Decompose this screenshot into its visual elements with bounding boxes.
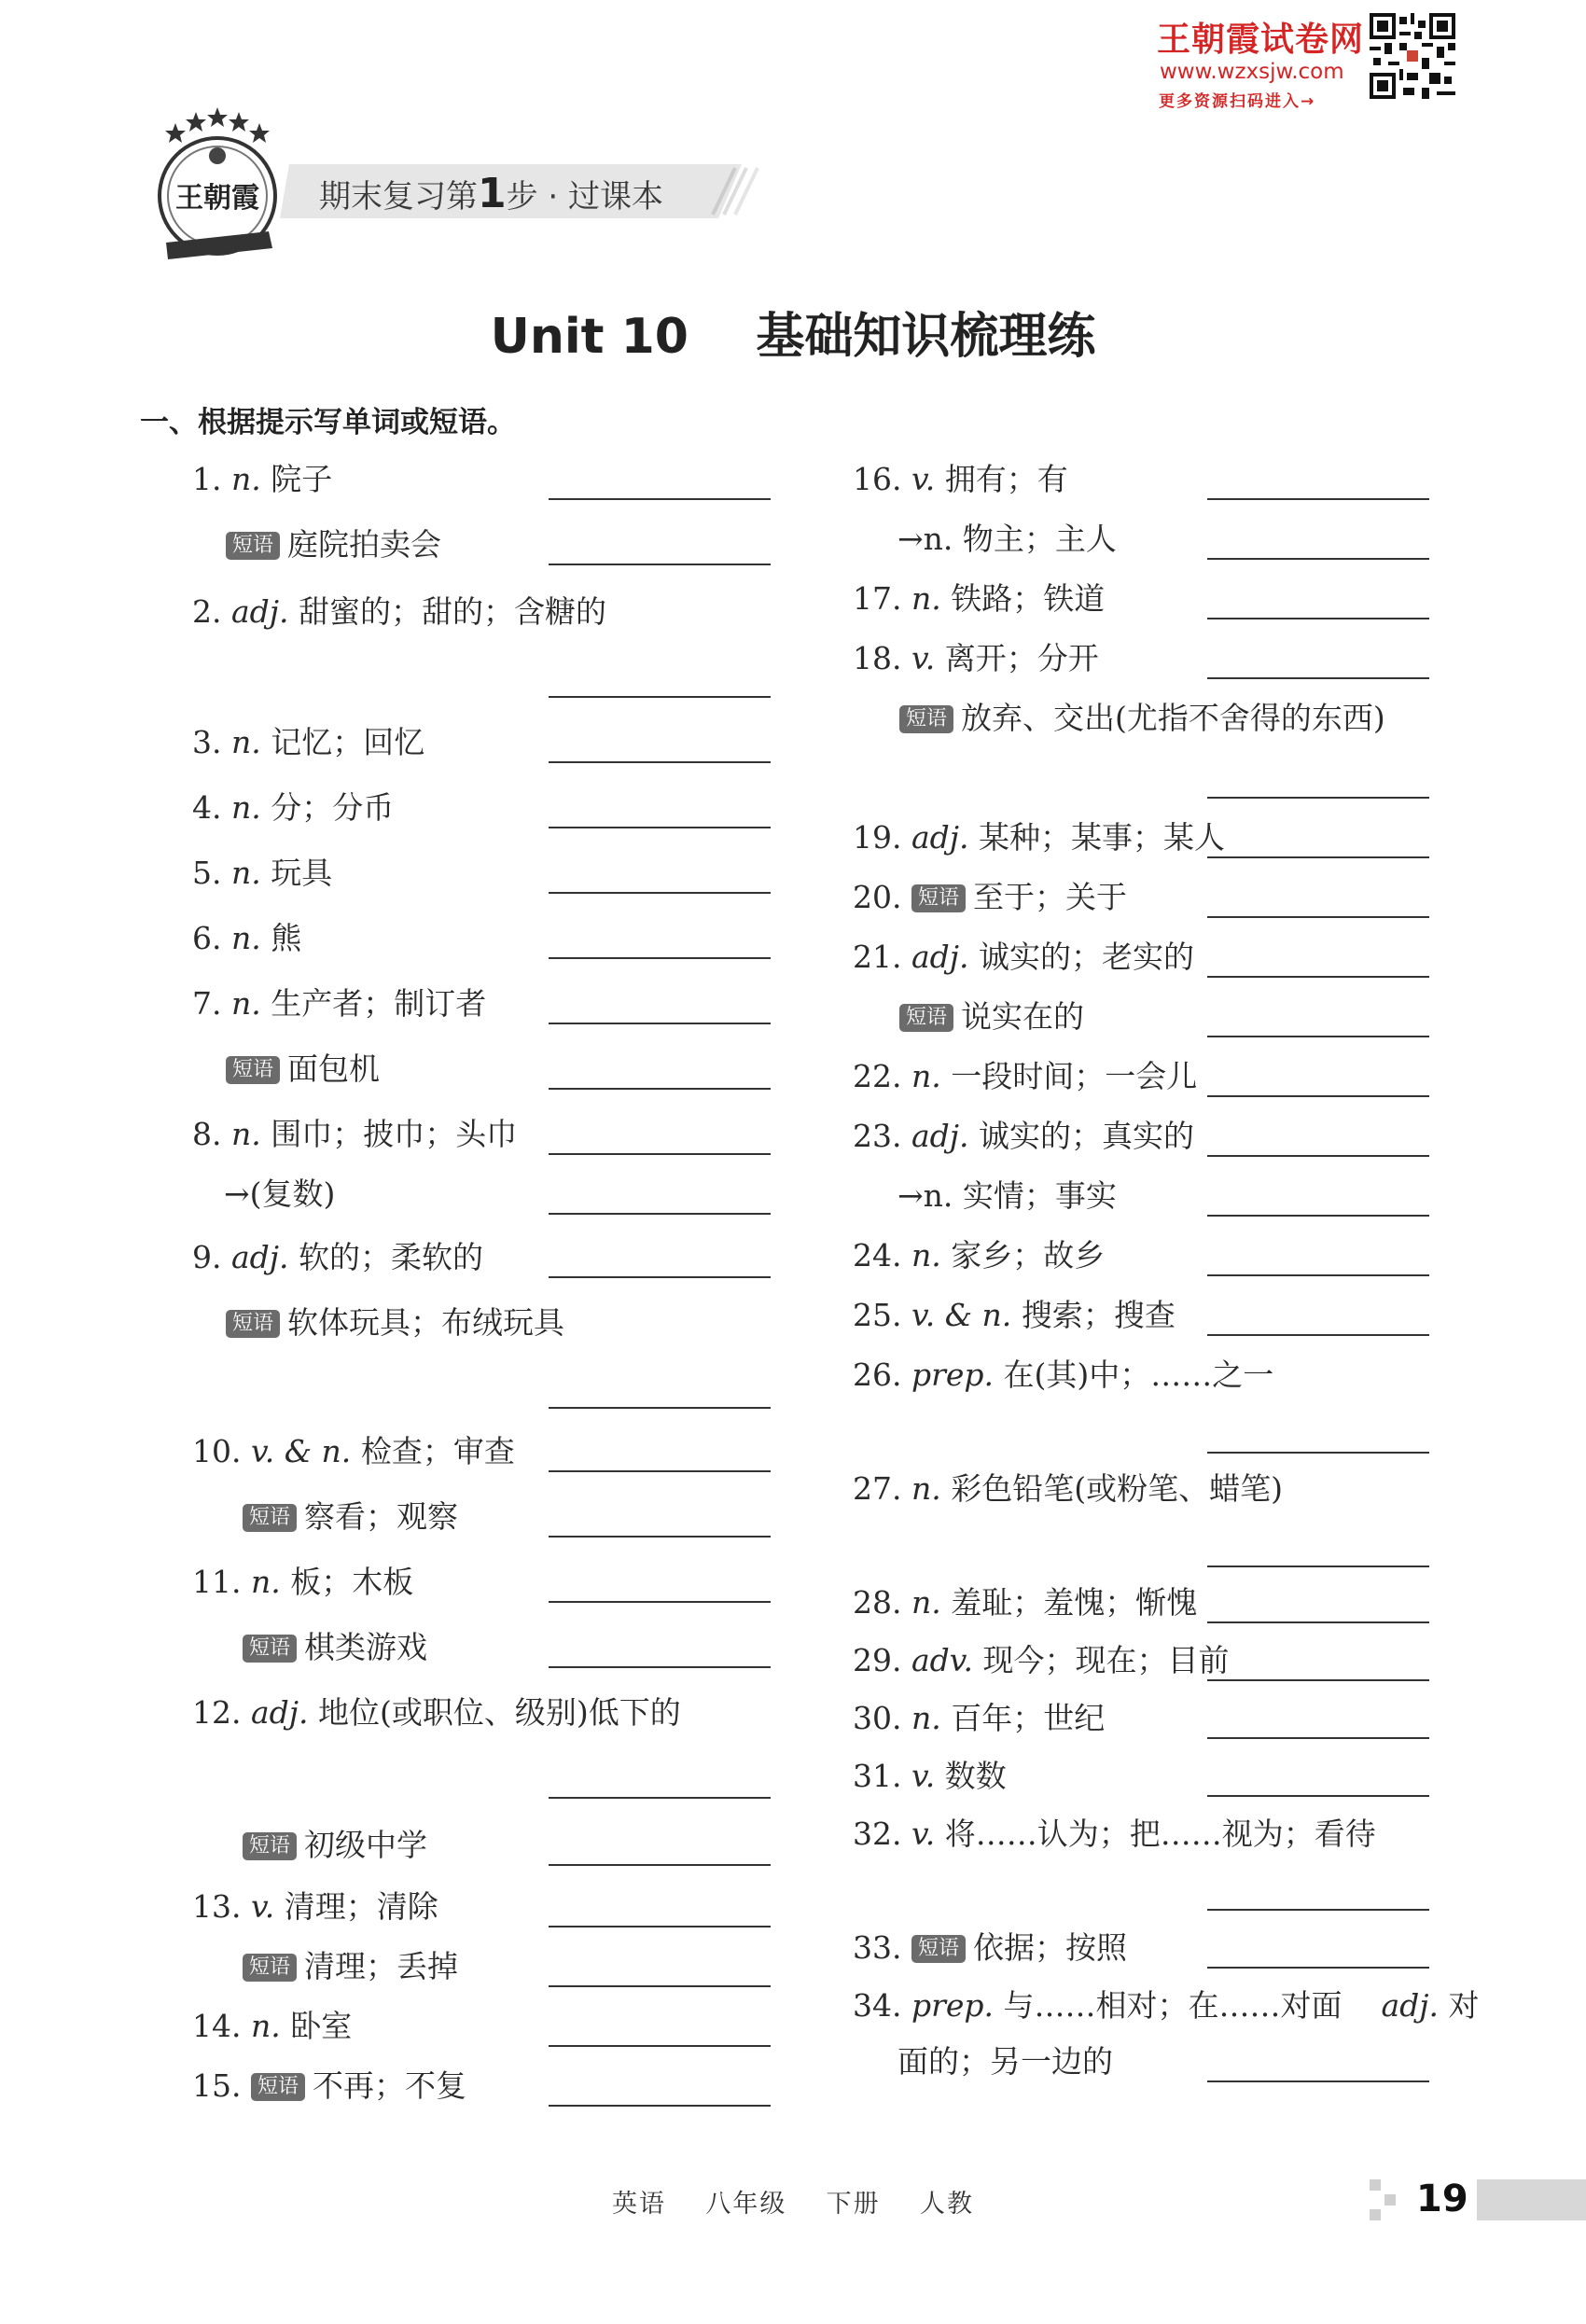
list-item: 32. v. 将……认为；把……视为；看待	[853, 1816, 1376, 1852]
phrase-tag: 短语	[243, 1954, 297, 1982]
answer-blank[interactable]	[1207, 916, 1429, 918]
answer-blank[interactable]	[549, 1470, 771, 1472]
list-item: 13. v. 清理；清除	[192, 1888, 438, 1925]
answer-blank[interactable]	[1207, 1909, 1429, 1911]
answer-blank[interactable]	[1207, 856, 1429, 858]
list-item: 29. adv. 现今；现在；目前	[853, 1642, 1230, 1678]
list-item: 14. n. 卧室	[192, 2008, 353, 2044]
answer-blank[interactable]	[1207, 1737, 1429, 1739]
list-item: 4. n. 分；分币	[192, 789, 395, 826]
deco-square	[1370, 2179, 1381, 2191]
answer-blank[interactable]	[1207, 1334, 1429, 1336]
list-item: 21. adj. 诚实的；老实的	[853, 939, 1195, 975]
answer-blank[interactable]	[1207, 976, 1429, 978]
answer-blank[interactable]	[1207, 677, 1429, 679]
answer-blank[interactable]	[549, 1213, 771, 1215]
answer-blank[interactable]	[1207, 1621, 1429, 1623]
answer-blank[interactable]	[1207, 1095, 1429, 1097]
answer-blank[interactable]	[1207, 558, 1429, 560]
answer-blank[interactable]	[549, 1153, 771, 1155]
phrase-item: 短语 面包机	[226, 1049, 380, 1090]
phrase-tag: 短语	[911, 1935, 966, 1963]
list-item: 12. adj. 地位(或职位、级别)低下的	[192, 1694, 681, 1731]
list-item: 8. n. 围巾；披巾；头巾	[192, 1116, 518, 1152]
list-item: 15. 短语 不再；不复	[192, 2067, 466, 2104]
answer-blank[interactable]	[1207, 498, 1429, 500]
answer-blank[interactable]	[549, 498, 771, 500]
wangzhaoxia-logo	[147, 103, 287, 271]
answer-blank[interactable]	[1207, 1795, 1429, 1797]
phrase-tag: 短语	[226, 1056, 280, 1084]
page-number: 19	[1416, 2178, 1468, 2220]
answer-blank[interactable]	[549, 696, 771, 698]
list-item: 16. v. 拥有；有	[853, 461, 1068, 497]
phrase-item: 短语 庭院拍卖会	[226, 524, 441, 565]
list-item: 11. n. 板；木板	[192, 1564, 414, 1600]
list-item: 2. adj. 甜蜜的；甜的；含糖的	[192, 593, 607, 630]
list-item: 30. n. 百年；世纪	[853, 1700, 1106, 1736]
list-item: 19. adj. 某种；某事；某人	[853, 819, 1226, 856]
list-item: →n. 物主；主人	[897, 521, 1117, 557]
answer-blank[interactable]	[1207, 1274, 1429, 1276]
section-title: 一、根据提示写单词或短语。	[140, 406, 516, 439]
phrase-item: 短语 察看；观察	[243, 1496, 458, 1538]
phrase-tag: 短语	[899, 1004, 953, 1032]
phrase-item: 短语 放弃、交出(尤指不舍得的东西)	[899, 698, 1385, 739]
chapter-ribbon	[280, 160, 765, 222]
list-item: 3. n. 记忆；回忆	[192, 724, 425, 760]
logo-text: 王朝霞	[175, 182, 259, 215]
phrase-tag: 短语	[243, 1635, 297, 1663]
answer-blank[interactable]	[549, 761, 771, 763]
answer-blank[interactable]	[549, 957, 771, 959]
answer-blank[interactable]	[549, 1088, 771, 1090]
phrase-tag: 短语	[226, 532, 280, 560]
answer-blank[interactable]	[549, 564, 771, 565]
list-item: 10. v. & n. 检查；审查	[192, 1433, 515, 1469]
list-item: 7. n. 生产者；制订者	[192, 985, 487, 1022]
answer-blank[interactable]	[1207, 1452, 1429, 1454]
list-item: 22. n. 一段时间；一会儿	[853, 1058, 1198, 1094]
list-item: 6. n. 熊	[192, 920, 302, 956]
ribbon-label: 期末复习第1步 · 过课本	[319, 170, 664, 217]
phrase-item: 短语 初级中学	[243, 1825, 427, 1866]
list-item: 26. prep. 在(其)中；……之一	[853, 1357, 1274, 1393]
answer-blank[interactable]	[549, 892, 771, 894]
phrase-item: 短语 清理；丢掉	[243, 1946, 458, 1987]
phrase-tag: 短语	[899, 705, 953, 733]
answer-blank[interactable]	[549, 1536, 771, 1538]
list-item: 面的；另一边的	[897, 2043, 1113, 2080]
answer-blank[interactable]	[1207, 1036, 1429, 1037]
brand-url[interactable]: www.wzxsjw.com	[1160, 60, 1344, 84]
list-item: 18. v. 离开；分开	[853, 640, 1099, 676]
list-item: 34. prep. 与……相对；在……对面 adj. 对	[853, 1987, 1480, 2024]
list-item: 27. n. 彩色铅笔(或粉笔、蜡笔)	[853, 1470, 1283, 1507]
list-item: 28. n. 羞耻；羞愧；惭愧	[853, 1584, 1198, 1621]
footer-text: 英语 八年级 下册 人教	[612, 2190, 974, 2219]
list-item: 17. n. 铁路；铁道	[853, 580, 1106, 617]
answer-blank[interactable]	[549, 1926, 771, 1927]
answer-blank[interactable]	[549, 1797, 771, 1799]
list-item: 9. adj. 软的；柔软的	[192, 1239, 484, 1275]
list-item: 31. v. 数数	[853, 1758, 1007, 1794]
list-item: 5. n. 玩具	[192, 855, 333, 891]
phrase-item: 短语 棋类游戏	[243, 1627, 427, 1668]
answer-blank[interactable]	[549, 1666, 771, 1668]
phrase-tag: 短语	[911, 884, 966, 912]
list-item: →n. 实情；事实	[897, 1177, 1117, 1214]
answer-blank[interactable]	[549, 1601, 771, 1603]
answer-blank[interactable]	[1207, 1155, 1429, 1157]
list-item: 25. v. & n. 搜索；搜查	[853, 1297, 1176, 1333]
qr-code-icon[interactable]	[1370, 13, 1455, 99]
list-item: 24. n. 家乡；故乡	[853, 1237, 1106, 1273]
list-item: →(复数)	[224, 1176, 336, 1212]
list-item: 23. adj. 诚实的；真实的	[853, 1118, 1195, 1154]
answer-blank[interactable]	[1207, 1566, 1429, 1567]
phrase-tag: 短语	[243, 1832, 297, 1860]
brand-tip: 更多资源扫码进入→	[1159, 92, 1316, 111]
answer-blank[interactable]	[549, 1864, 771, 1866]
phrase-tag: 短语	[243, 1504, 297, 1532]
answer-blank[interactable]	[1207, 2080, 1429, 2082]
deco-square	[1384, 2194, 1396, 2206]
phrase-item: 短语 说实在的	[899, 996, 1084, 1037]
list-item: 33. 短语 依据；按照	[853, 1929, 1127, 1966]
answer-blank[interactable]	[549, 1276, 771, 1278]
page-number-box	[1370, 2174, 1586, 2226]
page-title: Unit 10 基础知识梳理练	[490, 309, 1096, 365]
list-item: 1. n. 院子	[192, 461, 333, 497]
page-bar	[1477, 2179, 1586, 2220]
answer-blank[interactable]	[1207, 1679, 1429, 1681]
deco-square	[1370, 2209, 1381, 2220]
answer-blank[interactable]	[1207, 618, 1429, 619]
brand-name: 王朝霞试卷网	[1157, 21, 1365, 59]
answer-blank[interactable]	[1207, 1967, 1429, 1969]
answer-blank[interactable]	[1207, 797, 1429, 799]
answer-blank[interactable]	[1207, 1215, 1429, 1217]
answer-blank[interactable]	[549, 827, 771, 828]
answer-blank[interactable]	[549, 1023, 771, 1024]
answer-blank[interactable]	[549, 2045, 771, 2047]
list-item: 20. 短语 至于；关于	[853, 879, 1127, 915]
answer-blank[interactable]	[549, 2105, 771, 2107]
phrase-item: 短语 软体玩具；布绒玩具	[226, 1302, 564, 1343]
phrase-tag: 短语	[226, 1310, 280, 1338]
brand-block	[1157, 13, 1455, 111]
phrase-tag: 短语	[251, 2073, 305, 2101]
answer-blank[interactable]	[549, 1985, 771, 1987]
answer-blank[interactable]	[549, 1407, 771, 1409]
